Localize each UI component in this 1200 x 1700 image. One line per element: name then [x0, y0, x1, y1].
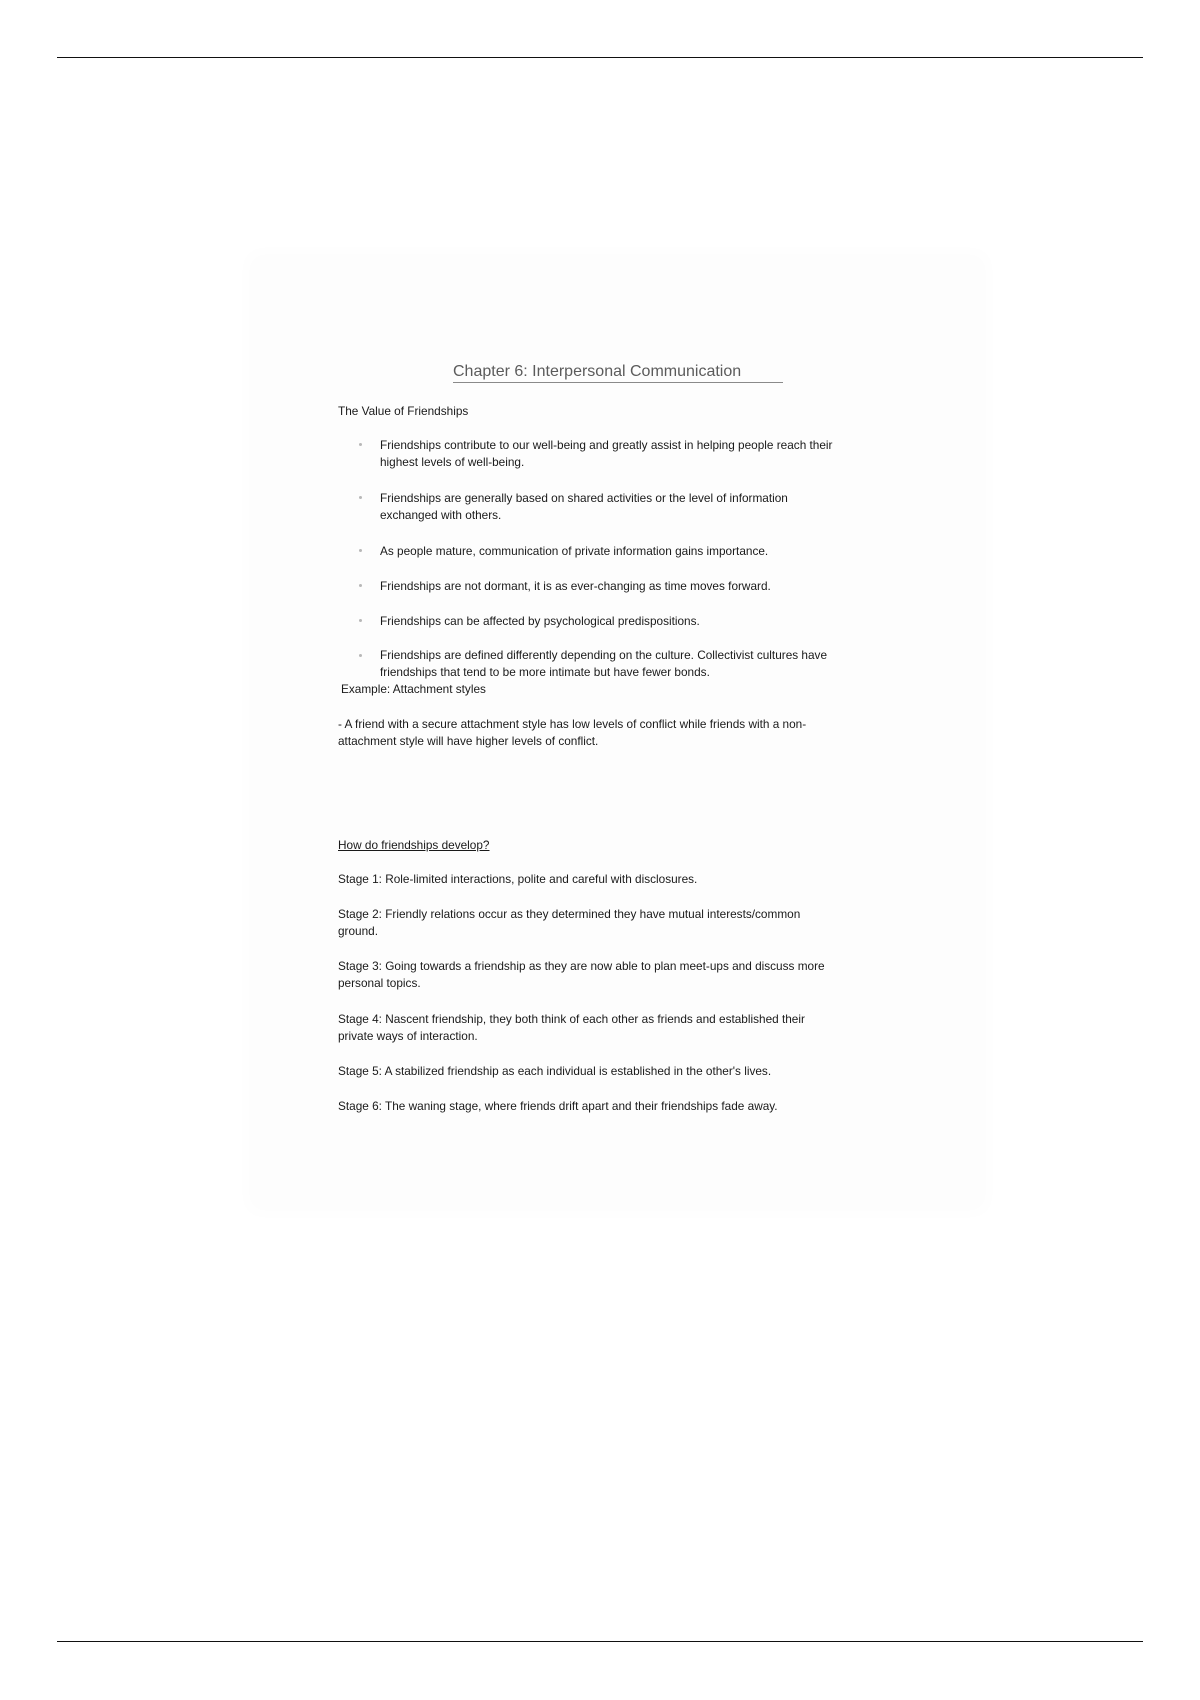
stage-1-line1: Stage 1: Role-limited interactions, polite and careful with disclosures.	[338, 872, 698, 886]
bullet-1-line1: Friendships contribute to our well-being and greatly assist in helping people reach their	[380, 438, 833, 452]
example-label: Example: Attachment styles	[341, 682, 486, 696]
bullet-marker	[359, 584, 362, 587]
bullet-4-line1: Friendships are not dormant, it is as ever-changing as time moves forward.	[380, 579, 771, 593]
stage-3-line1: Stage 3: Going towards a friendship as they are now able to plan meet-ups and discuss more	[338, 959, 825, 973]
stage-6-line1: Stage 6: The waning stage, where friends drift apart and their friendships fade away.	[338, 1099, 778, 1113]
stage-2-line2: ground.	[338, 924, 379, 938]
bullet-2-line2: exchanged with others.	[380, 508, 502, 522]
bullet-6-line1: Friendships are defined differently depending on the culture. Collectivist cultures have	[380, 648, 828, 662]
top-border-line	[57, 57, 1143, 58]
section-heading-value-of-friendships: The Value of Friendships	[338, 404, 469, 418]
section-heading-how-friendships-develop: How do friendships develop?	[338, 838, 490, 852]
bullet-marker	[359, 619, 362, 622]
bullet-3-line1: As people mature, communication of private information gains importance.	[380, 544, 769, 558]
example-text-line1: - A friend with a secure attachment style has low levels of conflict while friends with a non-	[338, 717, 807, 731]
stage-2-line1: Stage 2: Friendly relations occur as they determined they have mutual interests/common	[338, 907, 801, 921]
bullet-5-line1: Friendships can be affected by psychological predispositions.	[380, 614, 700, 628]
example-text-line2: attachment style will have higher levels of conflict.	[338, 734, 599, 748]
bullet-6-line2: friendships that tend to be more intimate but have fewer bonds.	[380, 665, 710, 679]
bullet-marker	[359, 443, 362, 446]
bullet-marker	[359, 654, 362, 657]
bullet-marker	[359, 496, 362, 499]
stage-4-line2: private ways of interaction.	[338, 1029, 478, 1043]
bullet-marker	[359, 549, 362, 552]
bullet-2-line1: Friendships are generally based on shared activities or the level of information	[380, 491, 788, 505]
bullet-1-line2: highest levels of well-being.	[380, 455, 525, 469]
stage-3-line2: personal topics.	[338, 976, 421, 990]
stage-4-line1: Stage 4: Nascent friendship, they both think of each other as friends and established their	[338, 1012, 805, 1026]
document-title: Chapter 6: Interpersonal Communication	[453, 362, 783, 383]
bottom-border-line	[57, 1641, 1143, 1642]
stage-5-line1: Stage 5: A stabilized friendship as each individual is established in the other's lives.	[338, 1064, 772, 1078]
